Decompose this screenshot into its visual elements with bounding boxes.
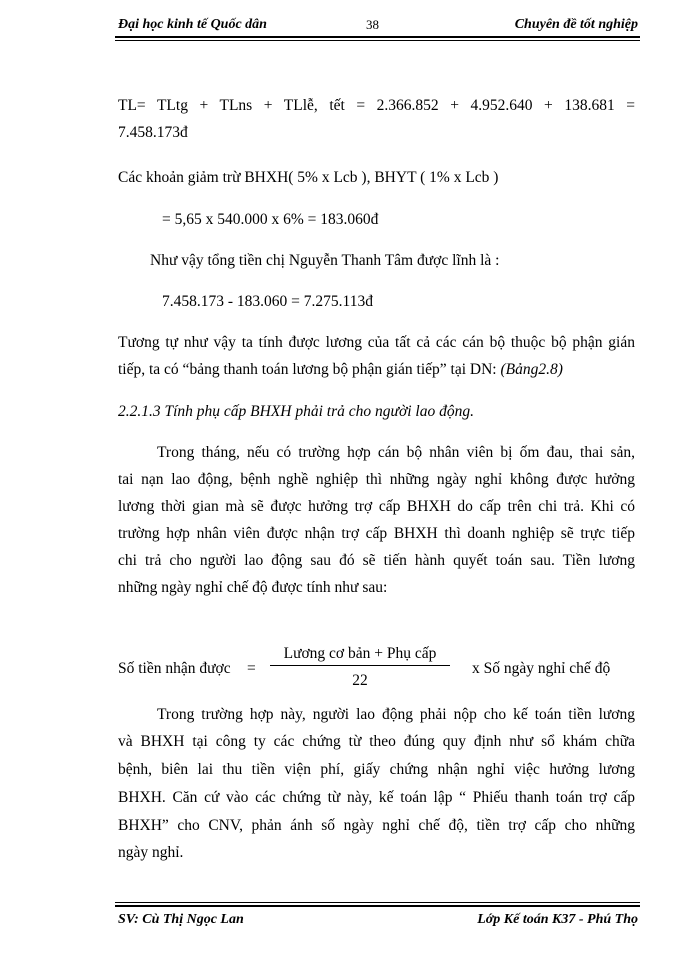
- formula-denominator: 22: [352, 672, 368, 689]
- salary-total-formula-line2: 7.458.173đ: [118, 124, 188, 141]
- para1-line: chi trả cho người lao động sau đó sẽ tiến hành quyết toán sau. Tiền lương: [118, 552, 635, 569]
- page-header: [118, 17, 638, 37]
- para2-line: BHXH” cho CNV, phản ánh số ngày nghỉ chế độ, tiền trợ cấp cho những: [118, 817, 635, 834]
- footer-class: Lớp Kế toán K37 - Phú Thọ: [477, 912, 638, 927]
- section-heading: 2.2.1.3 Tính phụ cấp BHXH phải trả cho người lao động.: [118, 403, 474, 420]
- para2-line: BHXH. Căn cứ vào các chứng từ này, kế toán lập “ Phiếu thanh toán trợ cấp: [118, 789, 635, 806]
- footer-rule-thin: [115, 902, 640, 903]
- header-rule-thick: [115, 36, 640, 38]
- page-footer: [118, 912, 638, 932]
- para2-line: ngày nghỉ.: [118, 844, 184, 861]
- header-rule-thin: [115, 40, 640, 41]
- similar-line1: Tương tự như vậy ta tính được lương của tất cả các cán bộ thuộc bộ phận gián: [118, 334, 635, 351]
- para1-line: những ngày nghỉ chế độ được tính như sau:: [118, 579, 388, 596]
- footer-rule-thick: [115, 905, 640, 907]
- header-thesis-type: Chuyên đề tốt nghiệp: [514, 17, 638, 32]
- formula-equals: =: [247, 660, 256, 677]
- formula-numerator: Lương cơ bản + Phụ cấp: [283, 645, 437, 662]
- total-intro-line: Như vậy tổng tiền chị Nguyễn Thanh Tâm được lĩnh là :: [150, 252, 500, 269]
- fraction-bar: [270, 665, 450, 666]
- total-calc-line: 7.458.173 - 183.060 = 7.275.113đ: [162, 293, 373, 310]
- para1-line: lương thời gian mà sẽ được hưởng trợ cấp BHXH do cấp trên chi trả. Khi có: [118, 498, 635, 515]
- similar-line2-text: tiếp, ta có “bảng thanh toán lương bộ phận gián tiếp” tại DN:: [118, 361, 501, 378]
- para1-line: Trong tháng, nếu có trường hợp cán bộ nhân viên bị ốm đau, thai sản,: [157, 444, 635, 461]
- para2-line: Trong trường hợp này, người lao động phải nộp cho kế toán tiền lương: [157, 706, 635, 723]
- deductions-line: Các khoản giảm trừ BHXH( 5% x Lcb ), BHYT ( 1% x Lcb ): [118, 169, 499, 186]
- para1-line: tai nạn lao động, bệnh nghề nghiệp thì những ngày nghỉ không được hưởng: [118, 471, 635, 488]
- footer-student: SV: Cù Thị Ngọc Lan: [118, 912, 244, 927]
- para2-line: bệnh, biên lai thu tiền viện phí, giấy chứng nhận nghỉ việc hưởng lương: [118, 761, 635, 778]
- page-number: 38: [366, 17, 379, 32]
- table-reference: (Bảng2.8): [500, 361, 563, 378]
- deductions-calc-line: = 5,65 x 540.000 x 6% = 183.060đ: [162, 211, 379, 228]
- salary-total-formula-line1: TL= TLtg + TLns + TLlễ, tết = 2.366.852 + 4.952.640 + 138.681 =: [118, 97, 635, 114]
- formula-label: Số tiền nhận được: [118, 660, 231, 677]
- header-university: Đại học kinh tế Quốc dân: [118, 17, 267, 32]
- formula-multiplier: x Số ngày nghỉ chế độ: [472, 660, 611, 677]
- para1-line: trường hợp nhân viên được nhận trợ cấp BHXH thì doanh nghiệp sẽ trực tiếp: [118, 525, 635, 542]
- para2-line: và BHXH tại công ty các chứng từ theo đúng quy định như sổ khám chữa: [118, 733, 635, 750]
- similar-line2: [118, 360, 563, 380]
